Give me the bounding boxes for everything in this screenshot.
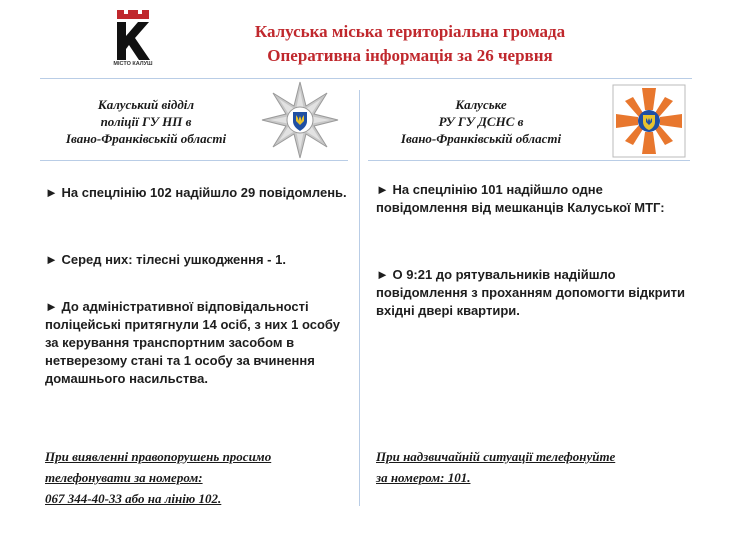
police-report-item: ► На спецлінію 102 надійшло 29 повідомлень. bbox=[45, 185, 347, 200]
dsns-contact-line: При надзвичайній ситуації телефонуйте bbox=[376, 449, 616, 464]
police-department-name bbox=[40, 96, 252, 147]
dsns-report-item: ► О 9:21 до рятувальників надійшло повідомлення з проханням допомогти відкрити вхідні двері квартири. bbox=[376, 267, 685, 318]
police-contact-line: При виявленні правопорушень просимо bbox=[45, 449, 272, 464]
dsns-dept-line: Калуське bbox=[455, 97, 507, 112]
right-header-underline bbox=[368, 160, 690, 161]
national-police-star-icon bbox=[260, 80, 340, 160]
page-title: Калуська міська територіальна громада bbox=[254, 22, 566, 41]
police-dept-line: Калуський відділ bbox=[97, 97, 195, 112]
dsns-contact-note bbox=[376, 446, 688, 488]
dsns-phone-line: за номером: 101. bbox=[376, 470, 471, 485]
dsns-dept-line: Івано-Франківській області bbox=[400, 131, 562, 146]
dsns-department-name bbox=[368, 96, 594, 147]
dsns-dept-line: РУ ГУ ДСНС в bbox=[438, 114, 524, 129]
police-dept-line: Івано-Франківській області bbox=[65, 131, 227, 146]
column-divider bbox=[359, 90, 360, 506]
dsns-cross-icon bbox=[612, 84, 686, 158]
police-report-item: ► До адміністративної відповідальності поліцейські притягнули 14 осіб, з них 1 особу за керування транспортним засобом в нетверезому стані та 1 особу за вчинення домашнього насильства. bbox=[45, 299, 340, 386]
left-header-underline bbox=[40, 160, 348, 161]
police-contact-note bbox=[45, 446, 350, 509]
logo-caption: МІСТО КАЛУШ bbox=[113, 61, 153, 67]
police-phone-line: 067 344-40-33 або на лінію 102. bbox=[45, 491, 222, 506]
police-contact-line: телефонувати за номером: bbox=[45, 470, 203, 485]
police-dept-line: поліції ГУ НП в bbox=[100, 114, 192, 129]
page-subtitle: Оперативна інформація за 26 червня bbox=[267, 46, 553, 65]
header-divider bbox=[40, 78, 692, 79]
dsns-report-item: ► На спецлінію 101 надійшло одне повідомлення від мешканців Калуської МТГ: bbox=[376, 182, 665, 215]
police-report-item: ► Серед них: тілесні ушкодження - 1. bbox=[45, 252, 286, 267]
